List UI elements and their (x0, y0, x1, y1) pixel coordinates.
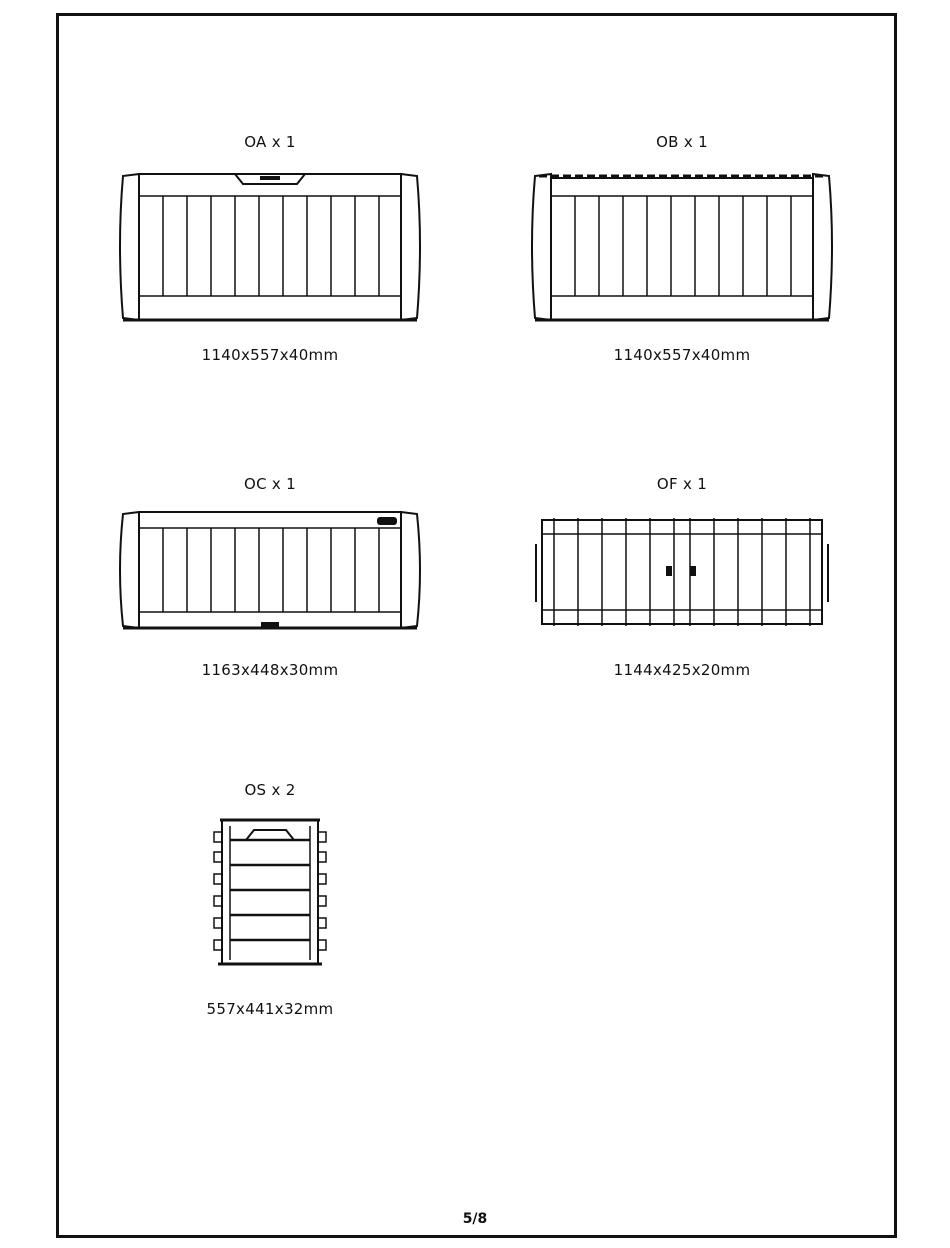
page-number: 5/8 (462, 1211, 488, 1227)
part-oa-label: OA x 1 (244, 133, 296, 151)
part-os-label: OS x 2 (244, 781, 296, 799)
part-oa-drawing (115, 170, 425, 325)
part-os-drawing (210, 818, 330, 968)
part-ob-dimensions: 1140x557x40mm (613, 346, 751, 364)
part-of-drawing (532, 514, 832, 629)
part-os-dimensions: 557x441x32mm (206, 1000, 334, 1018)
part-ob-label: OB x 1 (656, 133, 708, 151)
part-oc-dimensions: 1163x448x30mm (201, 661, 339, 679)
part-oa-dimensions: 1140x557x40mm (201, 346, 339, 364)
part-oc-label: OC x 1 (243, 475, 297, 493)
part-oc-drawing (115, 510, 425, 635)
part-of-label: OF x 1 (656, 475, 708, 493)
part-of-dimensions: 1144x425x20mm (613, 661, 751, 679)
part-ob-drawing (527, 170, 837, 325)
